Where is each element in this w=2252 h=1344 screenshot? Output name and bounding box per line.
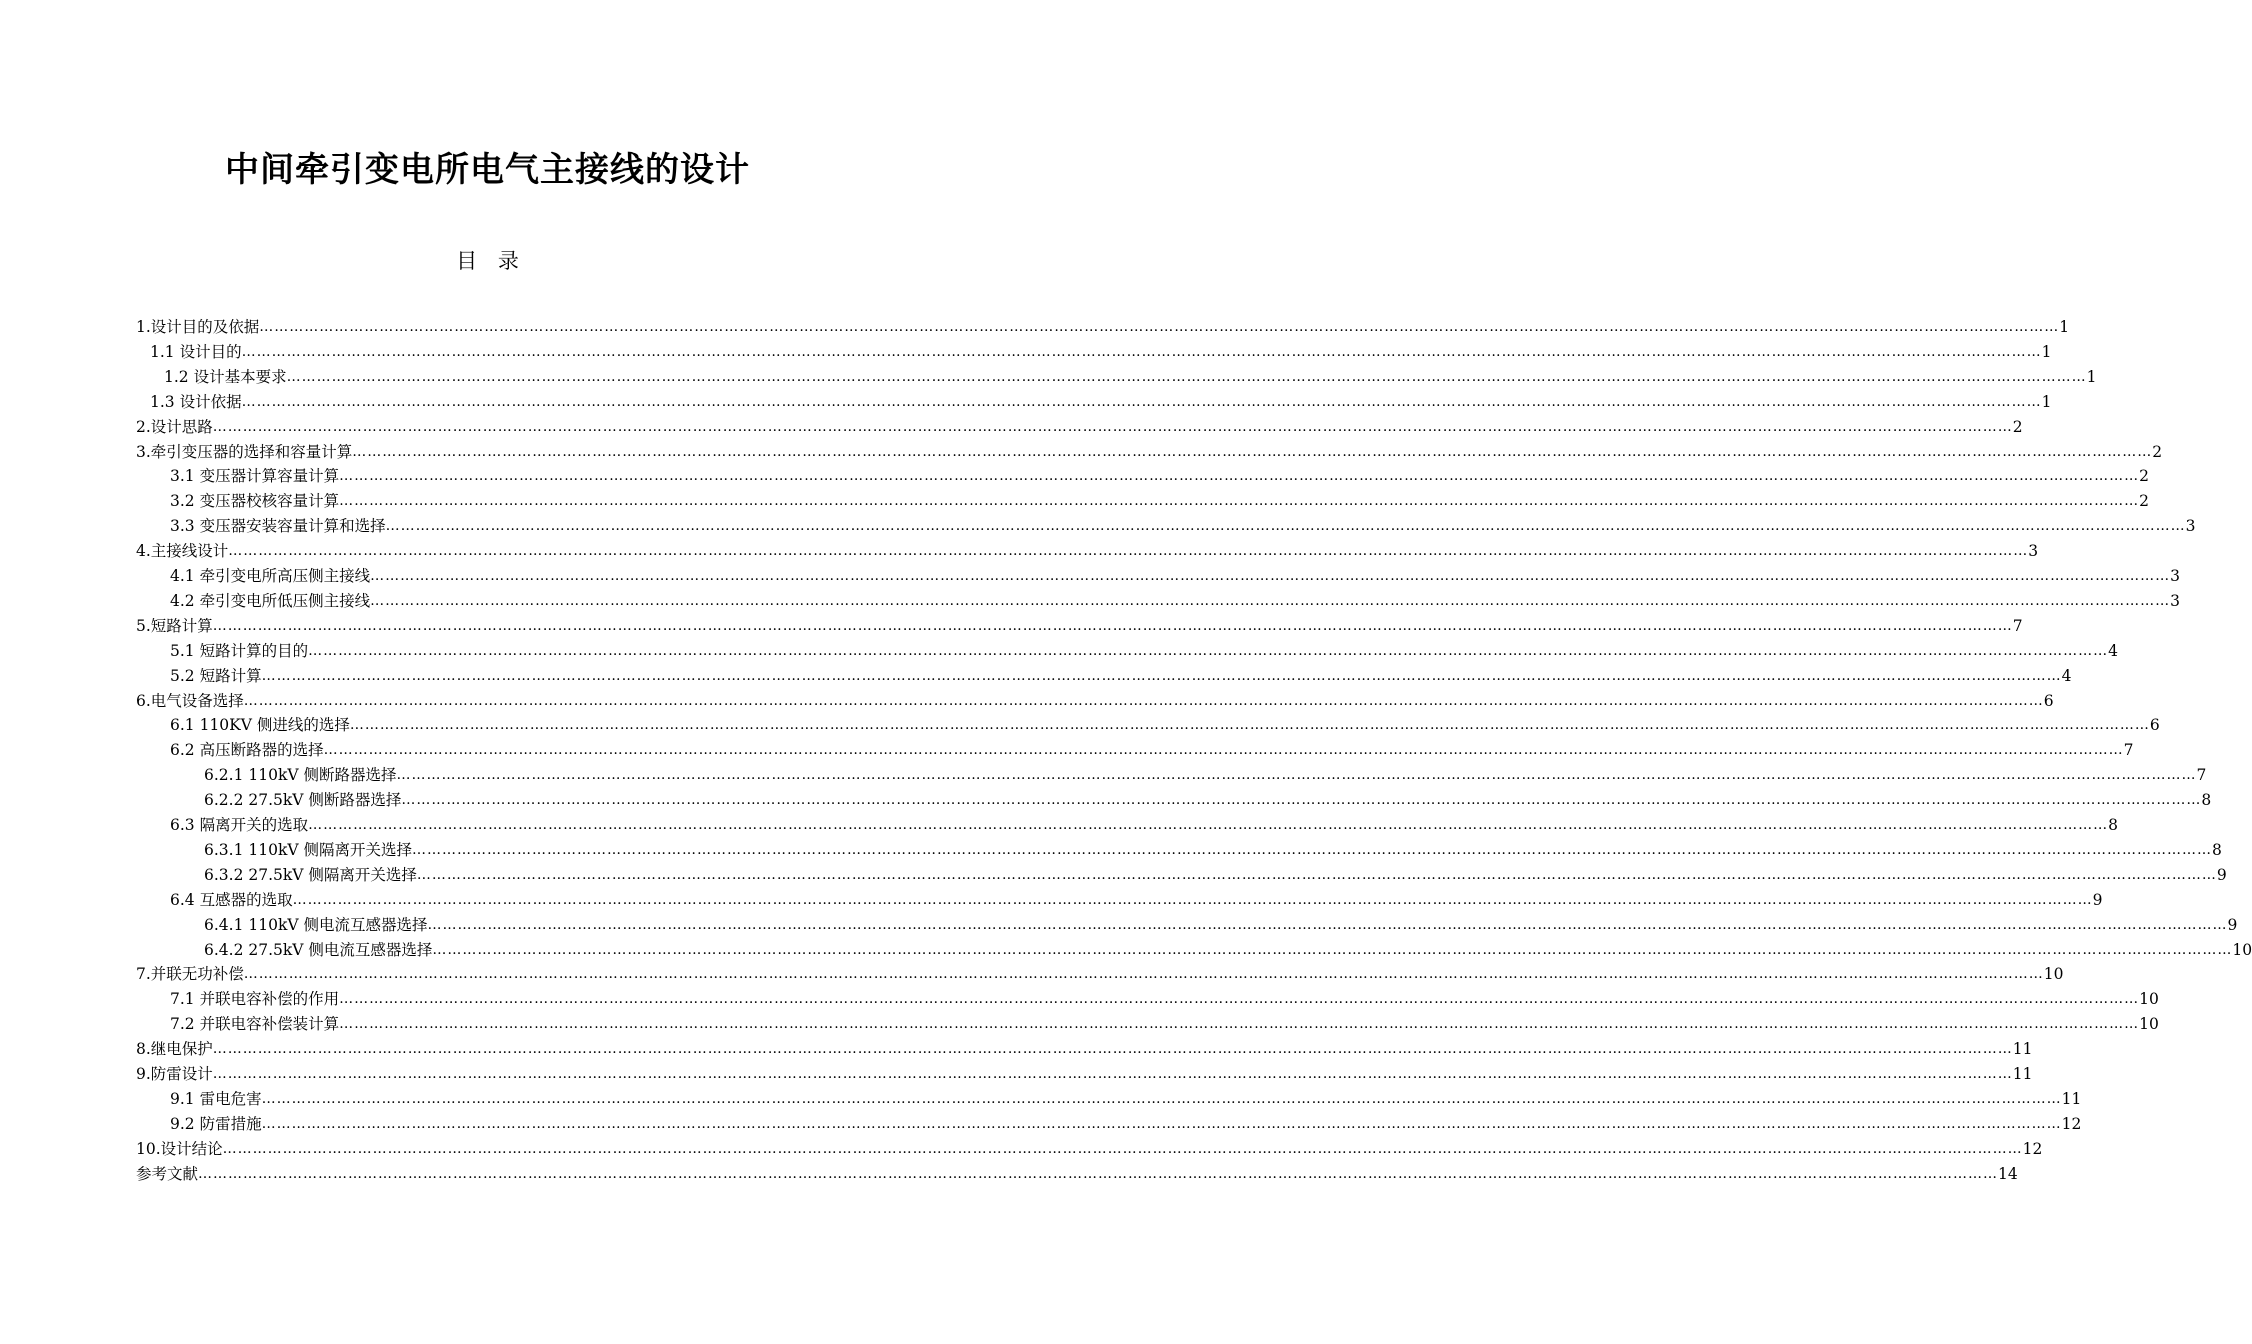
toc-dot-leader: ………………………………………………………………………………………………………………………………………………………………………………………………………………………………………………………………………………………………………………………………: [339, 468, 2140, 485]
toc-entry-label: 9.2 防雷措施: [170, 1114, 262, 1133]
toc-entry-label: 3.1 变压器计算容量计算: [170, 467, 340, 486]
toc-entry-label: 10.设计结论: [136, 1139, 223, 1158]
toc-dot-leader: ………………………………………………………………………………………………………………………………………………………………………………………………………………………………………………………………………………………………………………………………: [339, 991, 2140, 1008]
toc-entry[interactable]: [170, 511, 2196, 536]
toc-entry[interactable]: [170, 461, 2149, 486]
toc-dot-leader: ………………………………………………………………………………………………………………………………………………………………………………………………………………………………………………………………………………………………………………………………: [339, 1016, 2140, 1033]
toc-entry-page-number: 3: [2185, 517, 2196, 536]
toc-entry[interactable]: [170, 710, 2160, 735]
toc-entry[interactable]: [170, 735, 2134, 760]
toc-entry-label: 9.防雷设计: [136, 1065, 213, 1083]
toc-entry-label: 1.2 设计基本要求: [164, 367, 287, 386]
toc-dot-leader: ………………………………………………………………………………………………………………………………………………………………………………………………………………………………………………………………………………………………………………………………: [241, 393, 2042, 410]
toc-entry-label: 1.设计目的及依据: [136, 318, 260, 336]
toc-entry[interactable]: [170, 486, 2149, 511]
toc-entry-page-number: 9: [2092, 890, 2103, 909]
toc-entry[interactable]: [170, 661, 2072, 686]
toc-entry[interactable]: [204, 910, 2238, 935]
toc-dot-leader: ………………………………………………………………………………………………………………………………………………………………………………………………………………………………………………………………………………………………………………………………: [292, 891, 2093, 908]
toc-dot-leader: ………………………………………………………………………………………………………………………………………………………………………………………………………………………………………………………………………………………………………………………………: [259, 319, 2060, 335]
toc-dot-leader: ………………………………………………………………………………………………………………………………………………………………………………………………………………………………………………………………………………………………………………………………: [323, 742, 2124, 759]
toc-entry-page-number: 11: [2012, 1040, 2033, 1059]
toc-entry[interactable]: [204, 860, 2227, 885]
toc-dot-leader: ………………………………………………………………………………………………………………………………………………………………………………………………………………………………………………………………………………………………………………………………: [198, 1165, 1999, 1182]
toc-entry-page-number: 3: [2170, 567, 2180, 585]
toc-entry-page-number: 6: [2149, 716, 2160, 735]
toc-entry-page-number: 10: [2043, 965, 2064, 984]
toc-entry[interactable]: [204, 760, 2207, 785]
toc-entry-page-number: 4: [2061, 666, 2072, 685]
toc-dot-leader: ………………………………………………………………………………………………………………………………………………………………………………………………………………………………………………………………………………………………………………………………: [261, 1115, 2062, 1132]
toc-entry-label: 4.主接线设计: [136, 542, 229, 561]
toc-dot-leader: ………………………………………………………………………………………………………………………………………………………………………………………………………………………………………………………………………………………………………………………………: [212, 617, 2013, 634]
toc-entry[interactable]: [204, 935, 2252, 960]
toc-entry[interactable]: [136, 1134, 2043, 1159]
toc-entry-label: 9.1 雷电危害: [170, 1089, 262, 1108]
toc-heading: 目 录: [456, 249, 519, 273]
toc-dot-leader: ………………………………………………………………………………………………………………………………………………………………………………………………………………………………………………………………………………………………………………………………: [243, 966, 2044, 983]
toc-entry[interactable]: [136, 686, 2054, 711]
toc-dot-leader: ………………………………………………………………………………………………………………………………………………………………………………………………………………………………………………………………………………………………………………………………: [427, 916, 2228, 933]
toc-dot-leader: ………………………………………………………………………………………………………………………………………………………………………………………………………………………………………………………………………………………………………………………………: [339, 493, 2140, 510]
toc-entry-page-number: 7: [2012, 616, 2023, 635]
toc-entry[interactable]: [136, 959, 2064, 984]
toc-entry[interactable]: [136, 1059, 2033, 1084]
toc-dot-leader: ………………………………………………………………………………………………………………………………………………………………………………………………………………………………………………………………………………………………………………………………: [416, 866, 2217, 883]
toc-entry[interactable]: [170, 1084, 2082, 1109]
toc-dot-leader: ………………………………………………………………………………………………………………………………………………………………………………………………………………………………………………………………………………………………………………………………: [308, 642, 2109, 659]
toc-entry-label: 6.4.2 27.5kV 侧电流互感器选择: [204, 940, 433, 959]
toc-entry-page-number: 10: [2139, 990, 2159, 1009]
toc-entry-label: 5.1 短路计算的目的: [170, 641, 309, 660]
toc-entry-label: 7.并联无功补偿: [136, 965, 244, 984]
toc-entry-page-number: 1: [2041, 342, 2052, 361]
toc-entry-label: 8.继电保护: [136, 1040, 213, 1059]
toc-dot-leader: ………………………………………………………………………………………………………………………………………………………………………………………………………………………………………………………………………………………………………………………………: [222, 1140, 2023, 1157]
toc-entry-page-number: 6: [2043, 691, 2054, 710]
toc-entry-label: 6.3.2 27.5kV 侧隔离开关选择: [204, 865, 417, 884]
toc-entry[interactable]: [170, 561, 2180, 586]
toc-entry-label: 7.2 并联电容补偿装计算: [170, 1015, 340, 1034]
toc-entry-page-number: 12: [2022, 1139, 2043, 1158]
toc-dot-leader: ………………………………………………………………………………………………………………………………………………………………………………………………………………………………………………………………………………………………………………………………: [243, 692, 2044, 709]
toc-entry[interactable]: [136, 312, 2070, 337]
toc-entry-label: 6.1 110KV 侧进线的选择: [170, 716, 350, 735]
toc-entry-page-number: 9: [2216, 865, 2227, 884]
toc-entry[interactable]: [170, 1009, 2159, 1034]
toc-dot-leader: ………………………………………………………………………………………………………………………………………………………………………………………………………………………………………………………………………………………………………………………………: [286, 368, 2087, 385]
toc-entry-label: 6.3.1 110kV 侧隔离开关选择: [204, 840, 412, 859]
toc-dot-leader: ………………………………………………………………………………………………………………………………………………………………………………………………………………………………………………………………………………………………………………………………: [212, 1041, 2013, 1058]
toc-entry-label: 4.2 牵引变电所低压侧主接线: [170, 591, 371, 610]
toc-entry[interactable]: [170, 1109, 2082, 1134]
toc-dot-leader: ………………………………………………………………………………………………………………………………………………………………………………………………………………………………………………………………………………………………………………………………: [432, 941, 2233, 958]
toc-entry-label: 3.牵引变压器的选择和容量计算: [136, 442, 353, 461]
toc-entry-label: 5.短路计算: [136, 616, 213, 635]
document-title: 中间牵引变电所电气主接线的设计: [225, 150, 750, 190]
toc-entry-page-number: 1: [2041, 392, 2052, 411]
toc-entry[interactable]: [170, 885, 2103, 910]
toc-entry[interactable]: [136, 1034, 2033, 1059]
toc-dot-leader: ………………………………………………………………………………………………………………………………………………………………………………………………………………………………………………………………………………………………………………………………: [212, 1066, 2013, 1082]
toc-dot-leader: ………………………………………………………………………………………………………………………………………………………………………………………………………………………………………………………………………………………………………………………………: [308, 817, 2109, 833]
toc-entry-label: 1.3 设计依据: [150, 392, 242, 411]
toc-dot-leader: ………………………………………………………………………………………………………………………………………………………………………………………………………………………………………………………………………………………………………………………………: [396, 767, 2197, 784]
toc-entry-page-number: 2: [2139, 492, 2149, 511]
toc-dot-leader: ………………………………………………………………………………………………………………………………………………………………………………………………………………………………………………………………………………………………………………………………: [401, 792, 2202, 809]
toc-entry-label: 5.2 短路计算: [170, 666, 262, 685]
toc-entry-page-number: 8: [2108, 816, 2118, 834]
toc-entry[interactable]: [170, 636, 2118, 661]
toc-entry-page-number: 11: [2061, 1089, 2082, 1108]
toc-dot-leader: ………………………………………………………………………………………………………………………………………………………………………………………………………………………………………………………………………………………………………………………………: [370, 568, 2171, 584]
toc-entry-page-number: 9: [2227, 915, 2238, 934]
toc-entry-label: 3.2 变压器校核容量计算: [170, 492, 340, 511]
toc-entry-page-number: 3: [2170, 591, 2180, 610]
toc-dot-leader: ………………………………………………………………………………………………………………………………………………………………………………………………………………………………………………………………………………………………………………………………: [411, 841, 2212, 858]
toc-entry[interactable]: [150, 387, 2052, 412]
toc-entry[interactable]: [136, 611, 2023, 636]
toc-entry-label: 6.2.1 110kV 侧断路器选择: [204, 766, 397, 785]
toc-entry-label: 1.1 设计目的: [150, 342, 242, 361]
toc-dot-leader: ………………………………………………………………………………………………………………………………………………………………………………………………………………………………………………………………………………………………………………………………: [370, 592, 2171, 609]
toc-entry[interactable]: [136, 536, 2039, 561]
toc-entry-page-number: 11: [2012, 1065, 2033, 1083]
toc-dot-leader: ………………………………………………………………………………………………………………………………………………………………………………………………………………………………………………………………………………………………………………………………: [349, 717, 2150, 734]
toc-entry-page-number: 2: [2139, 467, 2149, 486]
toc-entry[interactable]: [136, 1159, 2018, 1184]
toc-dot-leader: ………………………………………………………………………………………………………………………………………………………………………………………………………………………………………………………………………………………………………………………………: [212, 418, 2013, 435]
toc-entry[interactable]: [170, 984, 2159, 1009]
toc-entry-label: 4.1 牵引变电所高压侧主接线: [170, 567, 371, 585]
toc-entry-page-number: 4: [2108, 641, 2118, 660]
toc-entry-label: 7.1 并联电容补偿的作用: [170, 990, 340, 1009]
toc-dot-leader: ………………………………………………………………………………………………………………………………………………………………………………………………………………………………………………………………………………………………………………………………: [352, 443, 2153, 460]
toc-entry-label: 3.3 变压器安装容量计算和选择: [170, 517, 386, 536]
toc-entry-label: 6.2 高压断路器的选择: [170, 741, 324, 760]
toc-entry-page-number: 7: [2196, 766, 2207, 785]
toc-entry-label: 参考文献: [136, 1164, 199, 1183]
toc-entry[interactable]: [150, 337, 2052, 362]
toc-entry-page-number: 2: [2152, 442, 2163, 461]
toc-entry-page-number: 12: [2061, 1114, 2082, 1133]
toc-entry[interactable]: [170, 810, 2118, 835]
toc-dot-leader: ………………………………………………………………………………………………………………………………………………………………………………………………………………………………………………………………………………………………………………………………: [241, 343, 2042, 360]
toc-entry-page-number: 8: [2201, 791, 2212, 810]
toc-entry-label: 6.2.2 27.5kV 侧断路器选择: [204, 791, 402, 810]
toc-entry-label: 6.4 互感器的选取: [170, 890, 293, 909]
toc-entry-label: 2.设计思路: [136, 417, 213, 436]
toc-entry[interactable]: [136, 437, 2163, 462]
toc-entry-page-number: 10: [2139, 1015, 2159, 1034]
toc-dot-leader: ………………………………………………………………………………………………………………………………………………………………………………………………………………………………………………………………………………………………………………………………: [261, 667, 2062, 684]
toc-entry-label: 6.3 隔离开关的选取: [170, 816, 309, 834]
toc-entry-page-number: 8: [2211, 840, 2222, 859]
toc-entry-page-number: 3: [2028, 542, 2039, 561]
toc-dot-leader: ………………………………………………………………………………………………………………………………………………………………………………………………………………………………………………………………………………………………………………………………: [385, 518, 2186, 535]
toc-entry-page-number: 10: [2232, 940, 2252, 959]
toc-entry[interactable]: [170, 586, 2180, 611]
toc-entry-label: 6.4.1 110kV 侧电流互感器选择: [204, 915, 428, 934]
toc-dot-leader: ………………………………………………………………………………………………………………………………………………………………………………………………………………………………………………………………………………………………………………………………: [228, 543, 2029, 560]
toc-entry[interactable]: [164, 362, 2097, 387]
toc-entry[interactable]: [204, 835, 2222, 860]
toc-entry-label: 6.电气设备选择: [136, 691, 244, 710]
toc-dot-leader: ………………………………………………………………………………………………………………………………………………………………………………………………………………………………………………………………………………………………………………………………: [261, 1090, 2062, 1107]
toc-entry[interactable]: [204, 785, 2212, 810]
toc-entry-page-number: 7: [2123, 741, 2134, 760]
toc-entry-page-number: 2: [2012, 417, 2023, 436]
toc-entry-page-number: 14: [1998, 1164, 2018, 1183]
toc-entry[interactable]: [136, 412, 2023, 437]
toc-entry-page-number: 1: [2086, 367, 2097, 386]
toc-entry-page-number: 1: [2059, 318, 2070, 336]
